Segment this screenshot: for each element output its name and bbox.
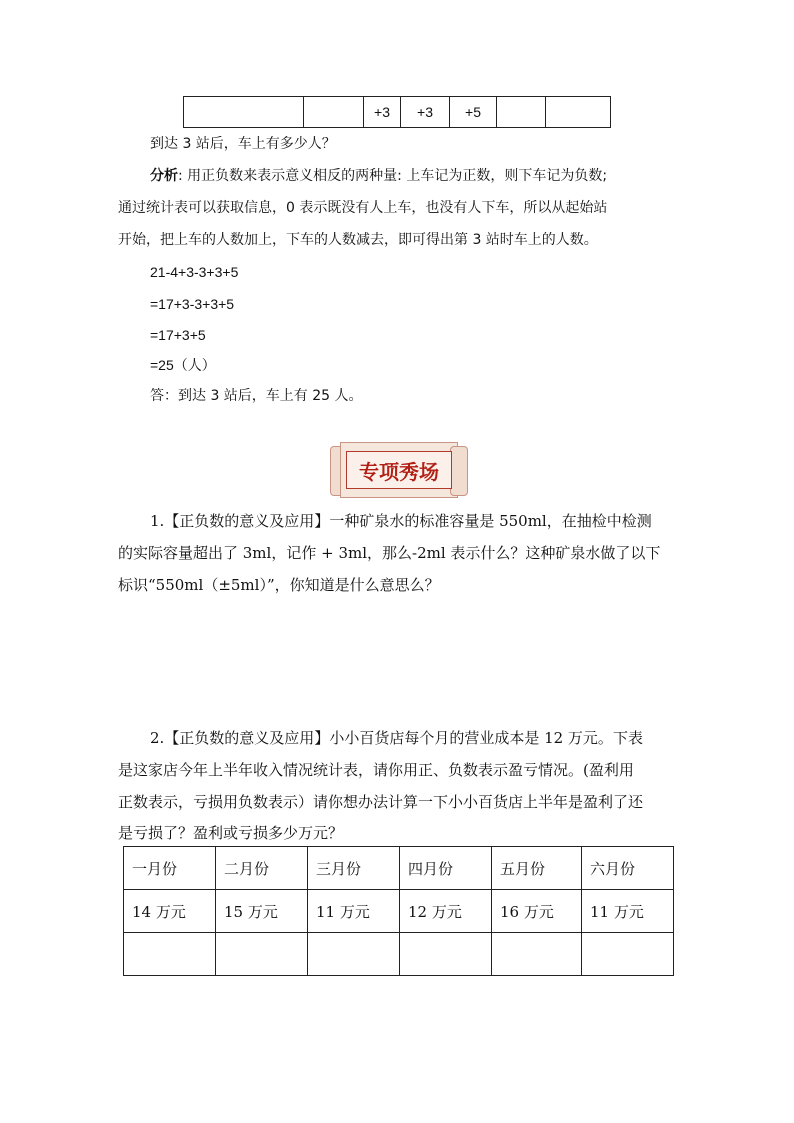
income-cell: 11 万元 [308,890,400,933]
section-banner [330,442,468,498]
q1-line-1: 1.【正负数的意义及应用】一种矿泉水的标准容量是 550ml，在抽检中检测 [150,512,652,530]
calc-step-3: =17+3+5 [150,327,206,343]
analysis-line-3: 开始，把上车的人数加上，下车的人数减去，即可得出第 3 站时车上的人数。 [118,232,598,248]
month-header: 五月份 [492,847,582,890]
income-cell: 15 万元 [216,890,308,933]
calc-step-1: 21-4+3-3+3+5 [150,264,239,280]
table-cell [497,97,546,128]
calc-step-2: =17+3-3+3+5 [150,296,235,312]
result-cell [216,933,308,976]
q1-line-3: 标识“550ml（±5ml）”，你知道是什么意思么？ [118,576,440,594]
q2-line-1: 2.【正负数的意义及应用】小小百货店每个月的营业成本是 12 万元。下表 [150,729,643,747]
calc-step-4: =25（人） [150,357,216,373]
month-header: 二月份 [216,847,308,890]
banner-title: 专项秀场 [359,459,439,484]
analysis-line-2: 通过统计表可以获取信息，0 表示既没有人上车，也没有人下车，所以从起始站 [118,200,608,216]
income-cell: 14 万元 [124,890,216,933]
table-row [184,97,611,128]
table-cell [546,97,611,128]
income-cell: 16 万元 [492,890,582,933]
example-answer: 答：到达 3 站后，车上有 25 人。 [150,388,363,404]
table-cell: +3 [401,97,450,128]
result-cell [582,933,674,976]
income-cell: 11 万元 [582,890,674,933]
analysis-text: : 用正负数来表示意义相反的两种量: 上车记为正数，则下车记为负数; [178,168,608,184]
month-header: 六月份 [582,847,674,890]
scroll-roll-right [450,446,468,496]
month-header: 三月份 [308,847,400,890]
table-cell: +5 [450,97,497,128]
result-cell [308,933,400,976]
table-row [124,933,674,976]
analysis-line-1 [150,166,607,186]
table-cell [304,97,364,128]
q1-line-2: 的实际容量超出了 3ml，记作 + 3ml，那么-2ml 表示什么？这种矿泉水做了以下 [118,544,661,562]
table-row [124,890,674,933]
analysis-label: 分析 [150,168,178,184]
q2-line-4: 是亏损了？盈利或亏损多少万元？ [118,824,344,842]
result-cell [492,933,582,976]
q2-line-3: 正数表示，亏损用负数表示）请你想办法计算一下小小百货店上半年是盈利了还 [118,793,644,811]
example-question: 到达 3 站后，车上有多少人？ [150,136,336,152]
banner-frame [346,451,452,489]
income-cell: 12 万元 [400,890,492,933]
table-cell [184,97,304,128]
result-cell [400,933,492,976]
table-row [124,847,674,890]
table-cell: +3 [364,97,401,128]
month-header: 一月份 [124,847,216,890]
q2-line-2: 是这家店今年上半年收入情况统计表，请你用正、负数表示盈亏情况。(盈利用 [118,761,634,779]
month-header: 四月份 [400,847,492,890]
income-table [123,846,674,976]
bus-stop-table [183,96,611,128]
result-cell [124,933,216,976]
